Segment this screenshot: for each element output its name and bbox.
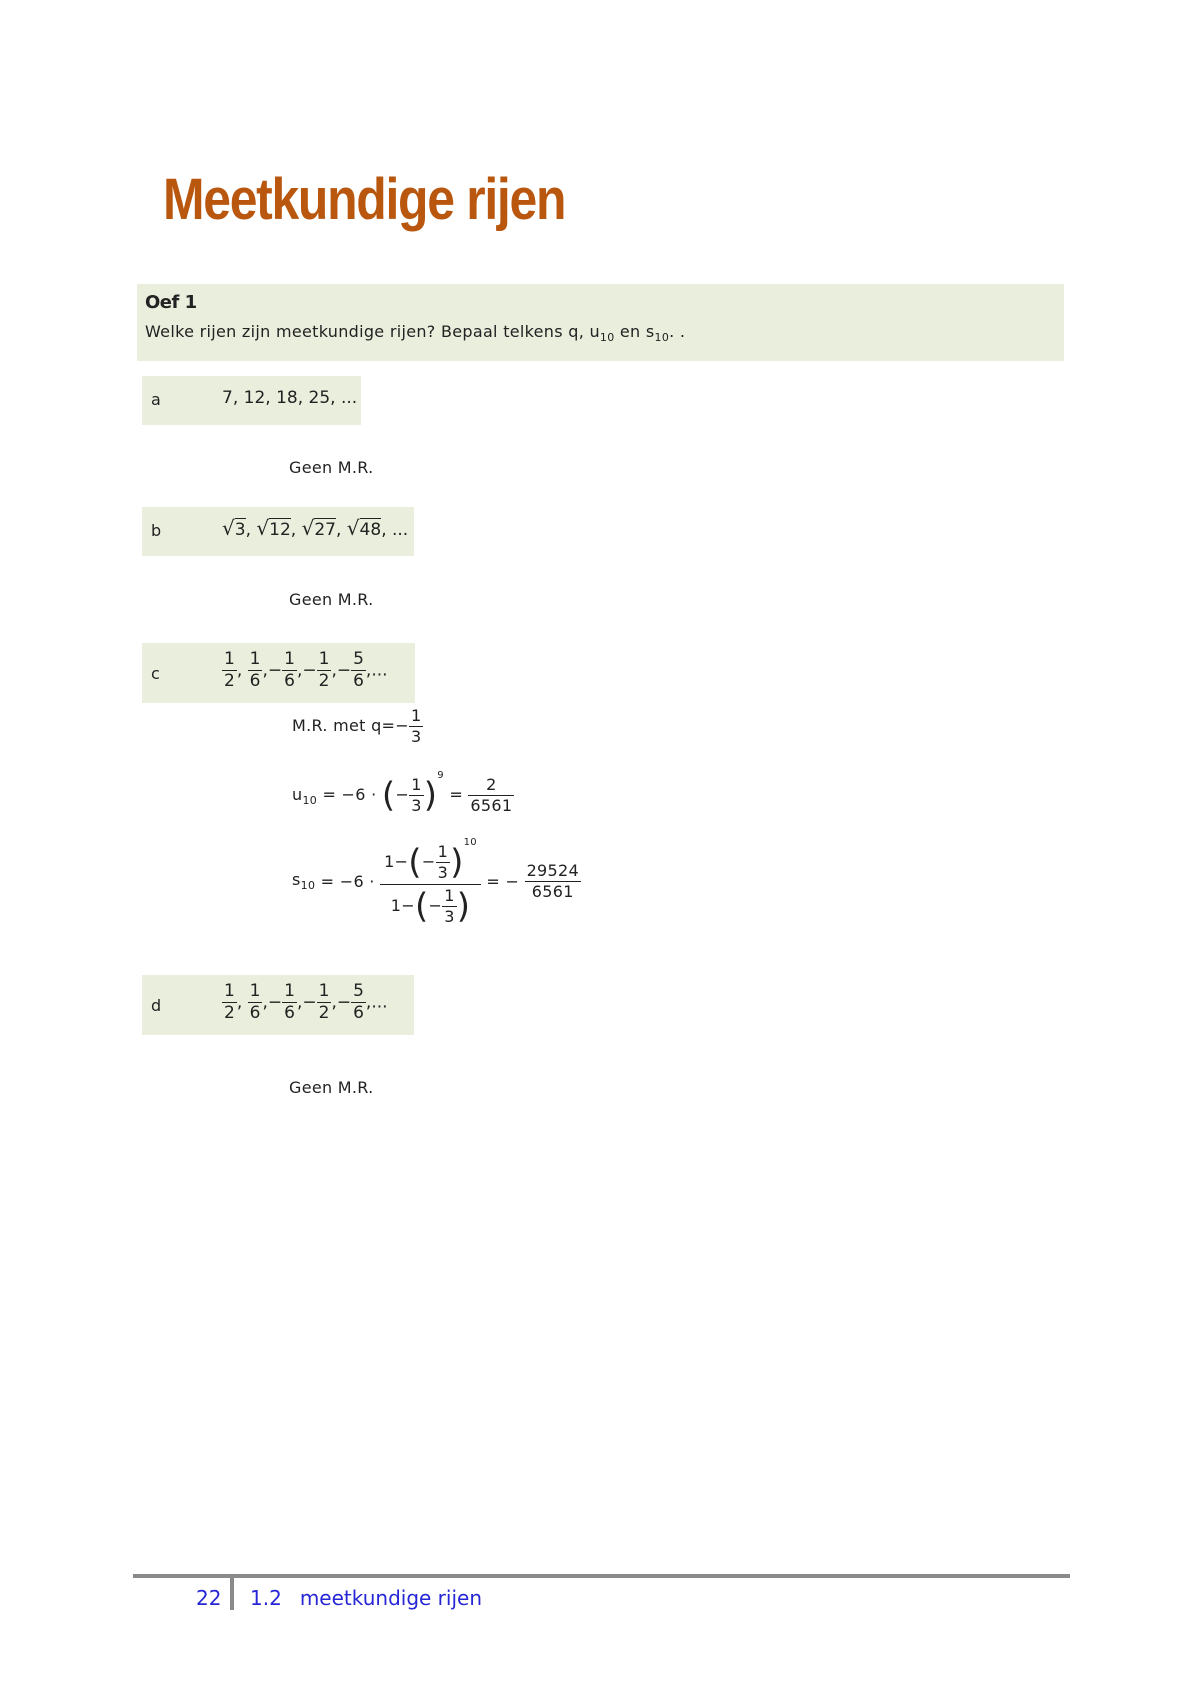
sum-fraction: 1−(− $\frac{1}{3}$ )$^{10}$ 1−(− $\frac{1}{3}$ ) (380, 838, 481, 925)
page-title: Meetkundige rijen (163, 167, 566, 232)
exercise-question (145, 322, 685, 344)
footer-divider (133, 1574, 1070, 1578)
fraction: $\frac{1}{2}$ (318, 981, 330, 1023)
fraction: $\frac{1}{6}$ (284, 981, 295, 1023)
item-b-letter: b (151, 521, 162, 540)
item-d-letter: d (151, 996, 162, 1015)
sqrt-term: √12 (256, 516, 291, 540)
item-c-ratio: M.R. met q=− $\frac{1}{3}$ (292, 706, 422, 746)
footer-section (250, 1586, 482, 1610)
fraction: $\frac{1}{2}$ (318, 649, 330, 691)
item-a-letter: a (151, 390, 161, 409)
question-sub-s: 10 (654, 331, 670, 345)
section-title: meetkundige rijen (299, 1586, 482, 1610)
item-a-sequence: 7, 12, 18, 25, ... (222, 388, 358, 408)
fraction: $\frac{1}{6}$ (284, 649, 295, 691)
page-number: 22 (196, 1586, 222, 1610)
item-c-letter: c (151, 664, 160, 683)
fraction: $\frac{1}{2}$ (224, 649, 235, 691)
sqrt-term: √3 (222, 516, 246, 540)
question-text-mid: en s (614, 322, 655, 341)
question-text-end: . . (669, 322, 686, 341)
item-d-sequence: $\frac{1}{2}$ , $\frac{1}{6}$ ,− $\frac{1}{6}$ ,− $\frac{1}{2}$ ,− $\frac{5}{6}$ ,... (224, 981, 388, 1023)
item-c-s10: $s_{10} = -6$ · 1−(− $\frac{1}{3}$ )$^{10}$ 1−(− $\frac{1}{3}$ ) = − $\frac{29524}{6561}$ (292, 837, 579, 927)
item-c-u10: $u_{10} = -6$ · (− $\frac{1}{3}$ )$^9$ = $\frac{2}{6561}$ (292, 770, 513, 816)
section-number: 1.2 (250, 1586, 282, 1610)
item-a-answer: Geen M.R. (289, 458, 374, 477)
fraction: $\frac{5}{6}$ (353, 981, 364, 1023)
question-text: Welke rijen zijn meetkundige rijen? Bepaal telkens q, u (145, 322, 600, 341)
fraction: $\frac{1}{6}$ (249, 981, 261, 1023)
sqrt-term: √48 (346, 516, 382, 540)
question-sub-u: 10 (599, 331, 615, 345)
fraction: $\frac{1}{2}$ (224, 981, 235, 1023)
fraction: $\frac{5}{6}$ (353, 649, 364, 691)
fraction-q: $\frac{1}{3}$ (410, 706, 422, 746)
item-d-answer: Geen M.R. (289, 1078, 374, 1097)
footer-tick (230, 1574, 234, 1610)
item-b-answer: Geen M.R. (289, 590, 374, 609)
exercise-label: Oef 1 (145, 292, 197, 313)
item-c-sequence: $\frac{1}{2}$ , $\frac{1}{6}$ ,− $\frac{1}{6}$ ,− $\frac{1}{2}$ ,− $\frac{5}{6}$ ,... (224, 649, 388, 691)
item-b-sequence: √3, √12, √27, √48, ... (222, 516, 409, 540)
sqrt-term: √27 (301, 516, 336, 540)
fraction: $\frac{1}{6}$ (249, 649, 261, 691)
sequence-tail: ... (392, 520, 409, 540)
